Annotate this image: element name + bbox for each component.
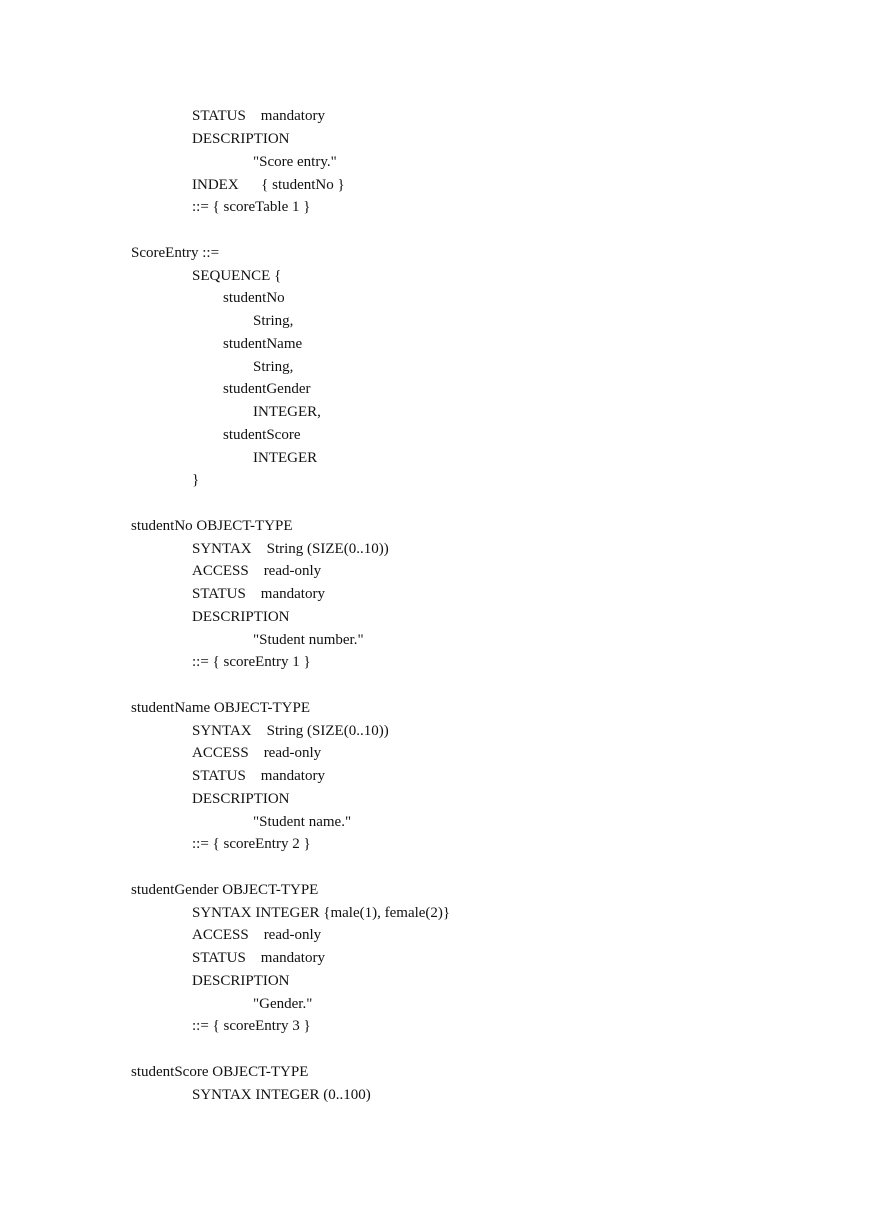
code-line: studentName OBJECT-TYPE [131, 700, 311, 716]
code-line: ACCESS read-only [192, 563, 322, 579]
code-line: SEQUENCE { [192, 268, 282, 284]
code-line: studentGender [223, 381, 311, 397]
code-line: INTEGER, [253, 404, 321, 420]
code-line: SYNTAX String (SIZE(0..10)) [192, 541, 389, 557]
code-line: INDEX { studentNo } [192, 177, 345, 193]
code-line: studentGender OBJECT-TYPE [131, 882, 319, 898]
code-line: DESCRIPTION [192, 609, 290, 625]
code-line: studentScore [223, 427, 301, 443]
code-line: ::= { scoreTable 1 } [192, 199, 311, 215]
code-line: SYNTAX INTEGER {male(1), female(2)} [192, 905, 451, 921]
code-line: } [192, 472, 200, 488]
code-line: DESCRIPTION [192, 791, 290, 807]
code-line: STATUS mandatory [192, 586, 325, 602]
code-line: ::= { scoreEntry 1 } [192, 654, 311, 670]
code-line: STATUS mandatory [192, 950, 325, 966]
code-line: "Student name." [253, 814, 352, 830]
code-line: studentScore OBJECT-TYPE [131, 1064, 309, 1080]
code-line: String, [253, 359, 294, 375]
code-line: DESCRIPTION [192, 973, 290, 989]
code-line: String, [253, 313, 294, 329]
code-line: ::= { scoreEntry 3 } [192, 1018, 311, 1034]
code-line: INTEGER [253, 450, 318, 466]
code-line: "Student number." [253, 632, 364, 648]
code-line: ACCESS read-only [192, 927, 322, 943]
code-line: ScoreEntry ::= [131, 245, 220, 261]
code-line: studentName [223, 336, 303, 352]
code-line: studentNo [223, 290, 285, 306]
code-line: DESCRIPTION [192, 131, 290, 147]
code-line: "Gender." [253, 996, 313, 1012]
code-line: studentNo OBJECT-TYPE [131, 518, 293, 534]
code-line: SYNTAX String (SIZE(0..10)) [192, 723, 389, 739]
code-line: "Score entry." [253, 154, 337, 170]
code-line: STATUS mandatory [192, 768, 325, 784]
code-line: SYNTAX INTEGER (0..100) [192, 1087, 371, 1103]
code-line: ::= { scoreEntry 2 } [192, 836, 311, 852]
code-line: STATUS mandatory [192, 108, 325, 124]
code-line: ACCESS read-only [192, 745, 322, 761]
